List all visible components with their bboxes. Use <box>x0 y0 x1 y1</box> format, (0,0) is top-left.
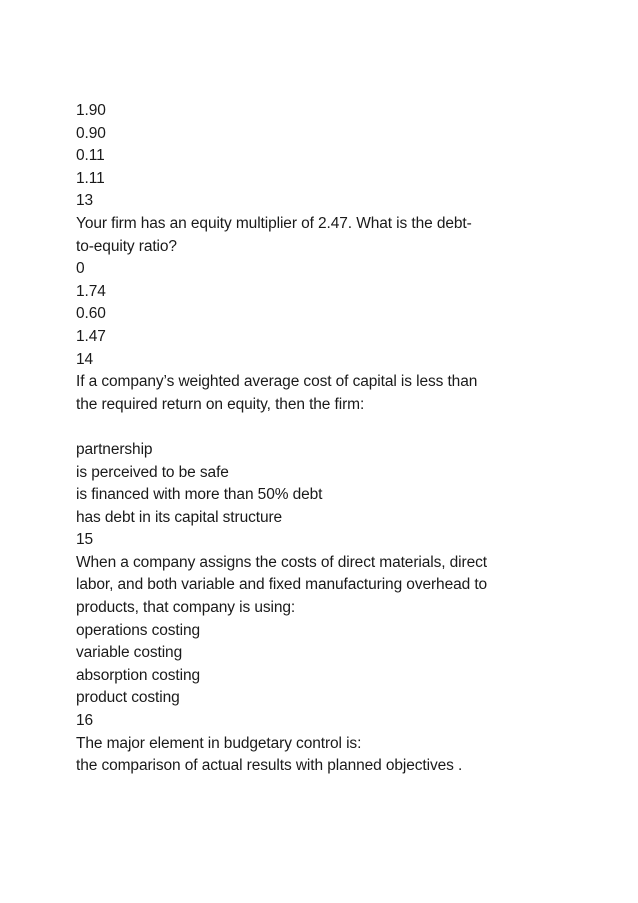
question-text: When a company assigns the costs of direct materials, direct <box>76 553 487 571</box>
question-number: 15 <box>76 531 94 549</box>
answer-option: 1.74 <box>76 282 106 300</box>
blank-line <box>76 416 576 439</box>
answer-option: has debt in its capital structure <box>76 508 283 526</box>
question-text: Your firm has an equity multiplier of 2.47. What is the debt- <box>76 214 472 232</box>
answer-option: operations costing <box>76 621 201 639</box>
document-text <box>76 100 576 778</box>
answer-option: 1.11 <box>76 169 105 187</box>
answer-option: 0.60 <box>76 305 106 323</box>
answer-option: 1.90 <box>76 102 106 119</box>
question-text: labor, and both variable and fixed manufacturing overhead to <box>76 576 488 594</box>
answer-option: is financed with more than 50% debt <box>76 486 323 504</box>
question-text: If a company’s weighted average cost of capital is less than <box>76 373 478 391</box>
answer-option: product costing <box>76 689 180 707</box>
question-text: The major element in budgetary control is: <box>76 734 362 752</box>
answer-option: absorption costing <box>76 666 201 684</box>
answer-option: 0.90 <box>76 124 106 142</box>
answer-option: 0 <box>76 260 85 278</box>
answer-option: is perceived to be safe <box>76 463 229 481</box>
question-text: to-equity ratio? <box>76 237 177 255</box>
answer-option: 0.11 <box>76 147 105 165</box>
question-text: the required return on equity, then the firm: <box>76 395 365 413</box>
question-text: products, that company is using: <box>76 599 296 617</box>
answer-option: variable costing <box>76 644 183 662</box>
question-number: 16 <box>76 712 94 730</box>
answer-option: partnership <box>76 440 153 458</box>
answer-option: 1.47 <box>76 327 106 345</box>
answer-option: the comparison of actual results with planned objectives . <box>76 757 463 775</box>
question-number: 14 <box>76 350 94 368</box>
question-number: 13 <box>76 192 94 210</box>
